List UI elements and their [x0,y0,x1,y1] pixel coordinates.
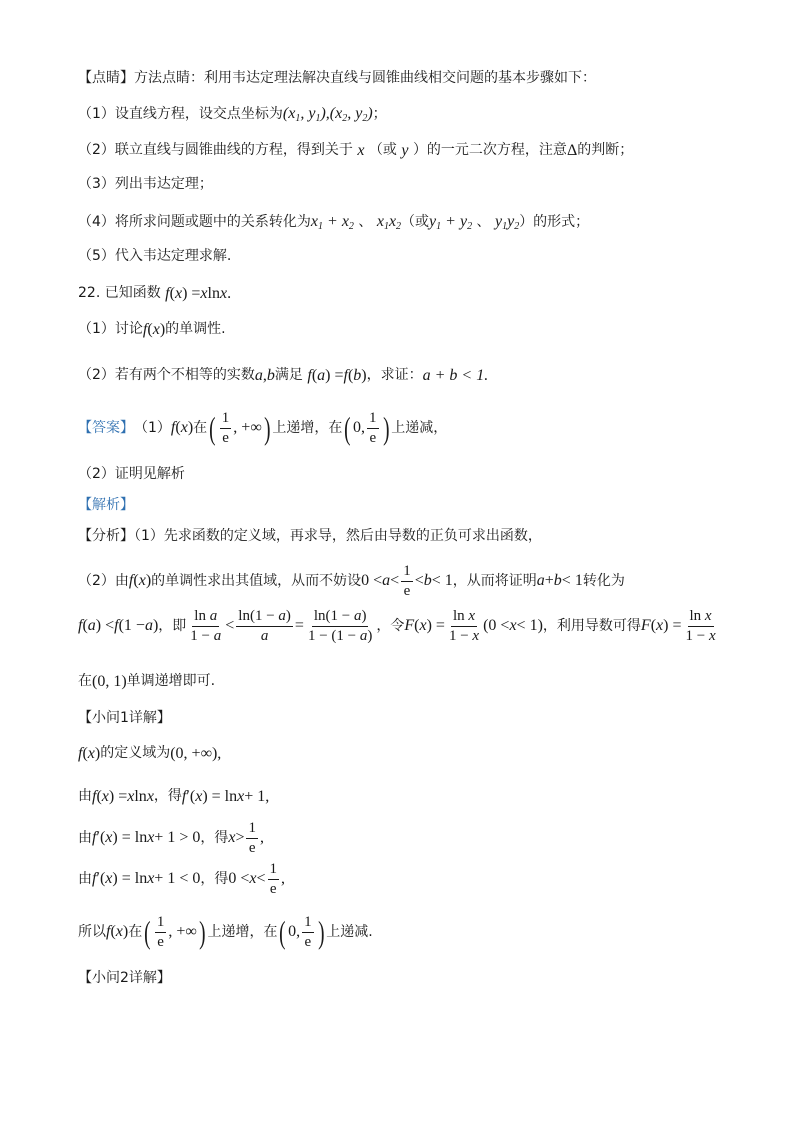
analysis-label: 【解析】 [78,497,134,513]
tip-title: 【点睛】方法点睛：利用韦达定理法解决直线与圆锥曲线相交问题的基本步骤如下： [78,70,596,86]
answer-part-1: 【答案】 （1） f ( x ) 在 ( $\frac{1}{e}$ , +∞ ) 上递增，在 ( 0, $\frac{1}{e}$ ) 上递减， [78,410,448,446]
problem-q2: （2）若有两个不相等的实数 a , b 满足 f ( a ) = f ( b ) ，求证： a + b < 1. [78,367,489,384]
detail1-label: 【小问1详解】 [78,710,171,726]
tip-step-4: （4）将所求问题或题中的关系转化为 $x_1 + x_2$ 、 $x_1x_2$ （或 $y_1 + y_2$ 、 $y_1y_2$ ）的形式； [78,213,590,232]
detail1-conclusion: 所以 f ( x ) 在 ( $\frac{1}{e}$ , +∞ ) 上递增，在 ( 0, $\frac{1}{e}$ ) 上递减. [78,914,373,950]
detail1-domain: f ( x ) 的定义域为 (0, +∞), [78,745,222,762]
detail1-derivative: 由 f ( x ) = x ln x ，得 f ′( x ) = ln x + 1, [78,788,270,805]
problem-stem: 22. 已知函数 f ( x ) = x ln x . [78,285,232,302]
tip-step-5: （5）代入韦达定理求解. [78,248,232,264]
tip-step-1: （1）设直线方程，设交点坐标为 ($x_1$, $y_1),(x_2$, $y_2$) ； [78,105,387,124]
analysis-part-1: 【分析】（1）先求函数的定义域，再求导，然后由导数的正负可求出函数， [78,528,542,544]
analysis-part-4: 在 (0, 1) 单调递增即可. [78,673,216,690]
detail2-label: 【小问2详解】 [78,970,171,986]
problem-q1: （1）讨论 f ( x ) 的单调性. [78,321,226,338]
answer-label: 【答案】 [78,419,134,436]
answer-part-2: （2）证明见解析 [78,466,185,482]
detail1-increasing: 由 f ′( x ) = ln x + 1 > 0 ，得 x > $\frac{1}{e}$ , [78,820,264,856]
analysis-part-3: f ( a ) < f (1 − a ) ，即 $\frac{\text{ln a}}{1 - a}$ < $\frac{\ln(1 - a)}{a}$ = $\frac{\ln(1 - a)}{1 - (1 - a)}$ ，令 F ( x ) = $\frac{\text{ln x}}{1 - x}$ (0 < x < 1) ，利用导数可得 F ( x ) = $\frac{\text{ln x}}{1 - x}$ [78,608,716,644]
tip-step-2: （2）联立直线与圆锥曲线的方程，得到关于 x （或 y ）的一元二次方程，注意 Δ 的判断； [78,142,634,159]
tip-step-3: （3）列出韦达定理； [78,176,213,192]
analysis-part-2: （2）由 f ( x ) 的单调性求出其值域，从而不妨设 0 < a < $\frac{1}{e}$ < b < 1 ，从而将证明 a + b < 1 转化为 [78,563,625,599]
detail1-decreasing: 由 f ′( x ) = ln x + 1 < 0 ，得 0 < x < $\frac{1}{e}$ , [78,861,286,897]
